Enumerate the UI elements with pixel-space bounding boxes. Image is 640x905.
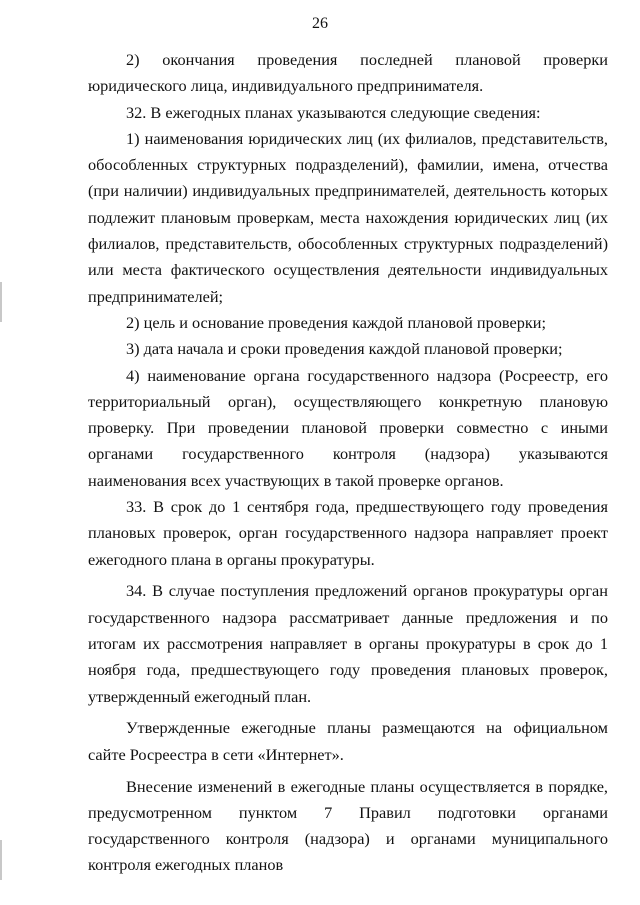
paragraph-32-item-2: 2) цель и основание проведения каждой плановой проверки; bbox=[126, 312, 546, 332]
scan-margin-mark bbox=[0, 282, 2, 322]
paragraph-32-item-1: 1) наименования юридических лиц (их филиалов, представительств, обособленных структурных подразделений), фамилии, имена, отчества (при наличии) индивидуальных предпринимателей, деятельность которых подлежит плановым проверкам, места нахождения юридических лиц (их филиалов, представительств, обособленных структурных подразделений) или места фактического осуществления деятельности индивидуальных предпринимателей; bbox=[88, 128, 608, 306]
paragraph-33: 33. В срок до 1 сентября года, предшествующего году проведения плановых проверок, орган государственного надзора направляет проект ежегодного плана в органы прокуратуры. bbox=[88, 497, 608, 569]
paragraph-32-heading: 32. В ежегодных планах указываются следующие сведения: bbox=[126, 102, 541, 122]
document-body bbox=[88, 47, 608, 879]
scan-margin-mark bbox=[0, 840, 2, 880]
paragraph-plan-changes: Внесение изменений в ежегодные планы осуществляется в порядке, предусмотренном пунктом 7 Правил подготовки органами государственного контроля (надзора) и органами муниципального контроля ежегодных планов bbox=[88, 776, 608, 875]
paragraph-plans-publication: Утвержденные ежегодные планы размещаются на официальном сайте Росреестра в сети «Интернет». bbox=[88, 718, 608, 764]
paragraph-item-2-end-of-inspection: 2) окончания проведения последней плановой проверки юридического лица, индивидуального предпринимателя. bbox=[88, 50, 608, 96]
paragraph-32-item-4: 4) наименование органа государственного надзора (Росреестр, его территориальный орган), осуществляющего конкретную плановую проверку. При проведении плановой проверки совместно с иными органами государственного контроля (надзора) указываются наименования всех участвующих в такой проверке органов. bbox=[88, 365, 608, 490]
page-number: 26 bbox=[312, 15, 328, 32]
paragraph-34: 34. В случае поступления предложений органов прокуратуры орган государственного надзора рассматривает данные предложения и по итогам их рассмотрения направляет в органы прокуратуры в срок до 1 ноября года, предшествующего году проведения плановых проверок, утвержденный ежегодный план. bbox=[88, 581, 608, 706]
paragraph-32-item-3: 3) дата начала и сроки проведения каждой плановой проверки; bbox=[126, 339, 563, 359]
